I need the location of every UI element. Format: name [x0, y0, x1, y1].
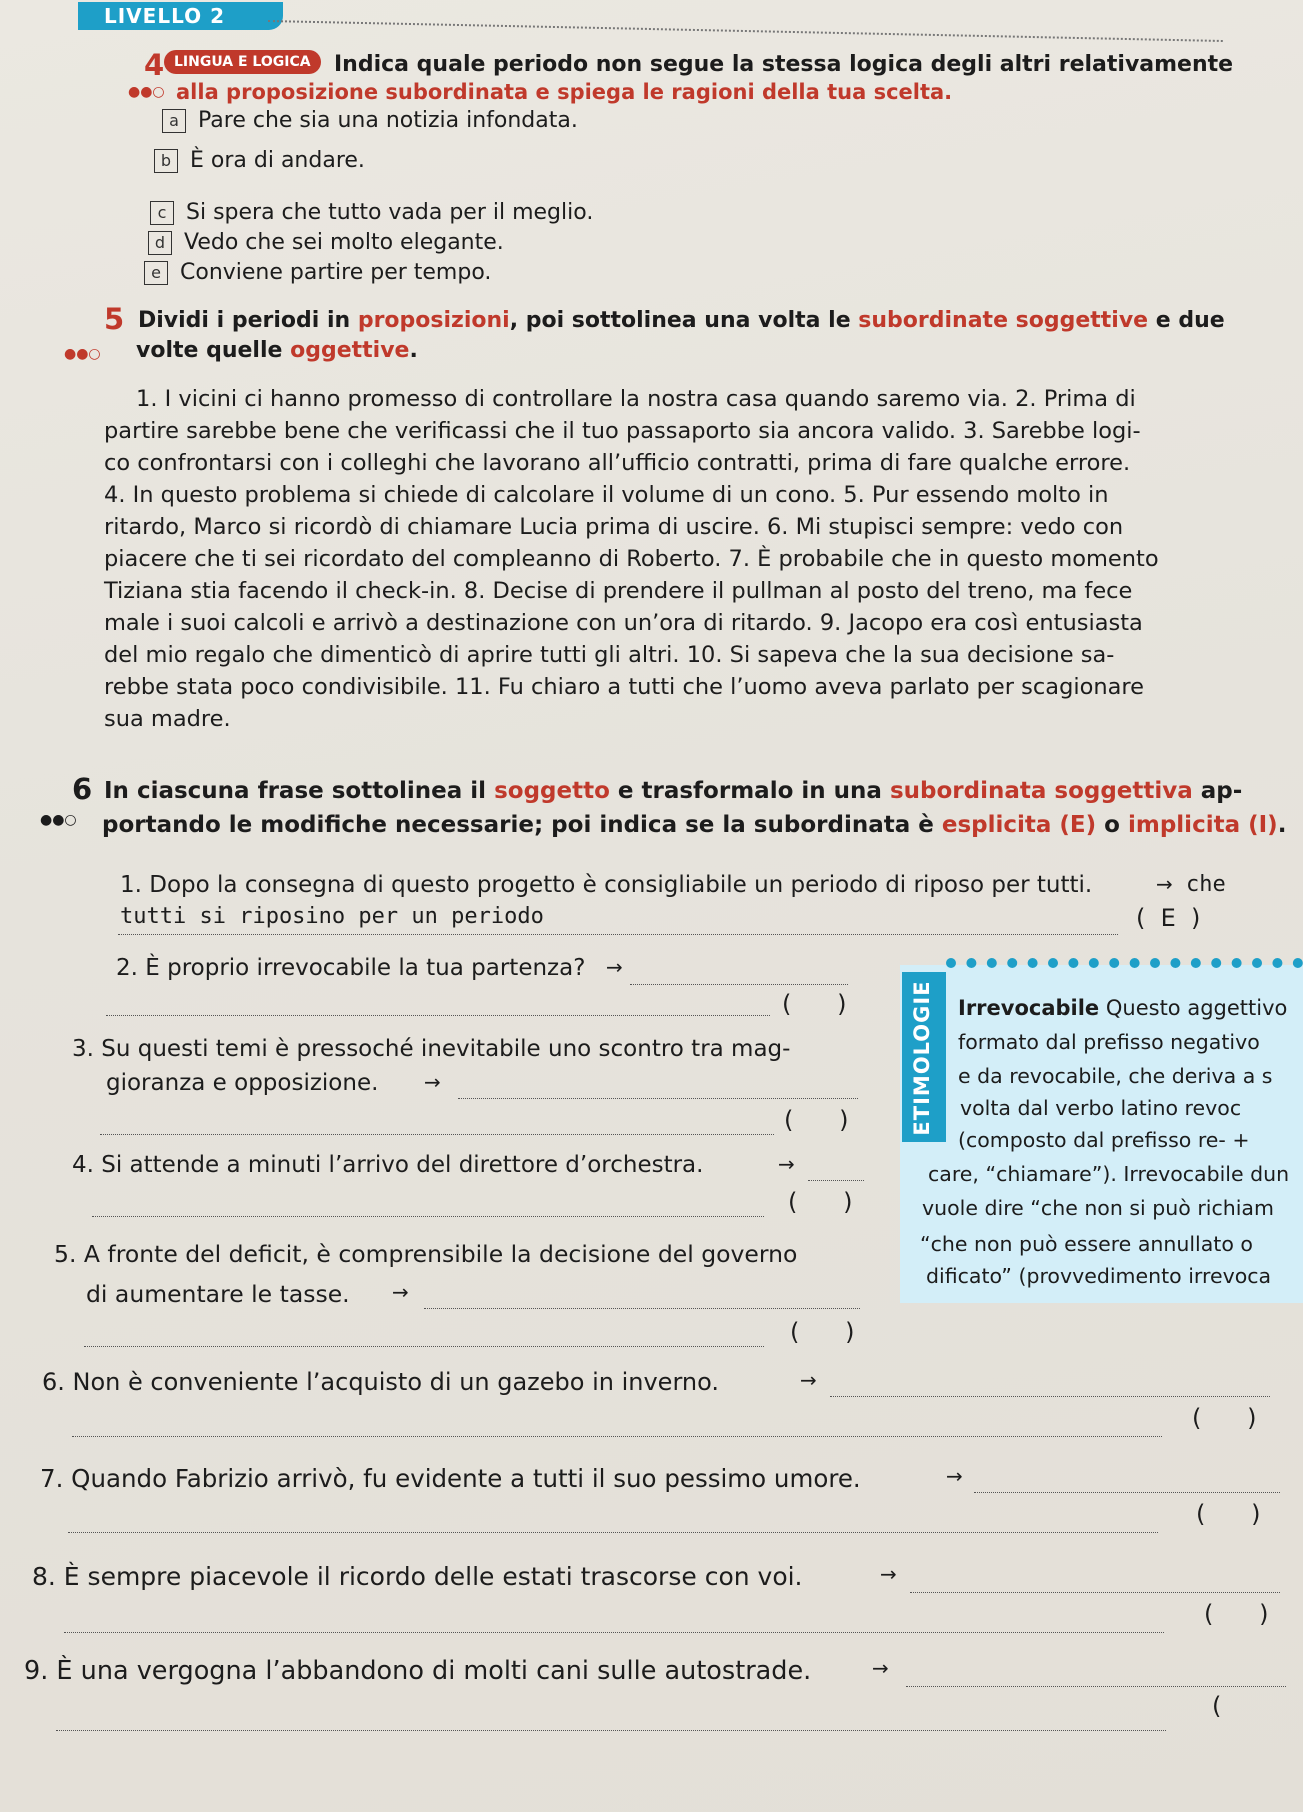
ex5-instruction-line1: [138, 308, 1225, 333]
ex5-instruction-line2: [136, 338, 418, 363]
ex6-item-8-type-bracket[interactable]: ( ): [1204, 1600, 1269, 1628]
ex6-item-3-text: 3. Su questi temi è pressoché inevitabile uno scontro tra mag-: [72, 1036, 791, 1062]
ex6-item-8-answer-line-a[interactable]: [910, 1592, 1280, 1593]
ex4-option-d-letter: d: [148, 231, 172, 255]
ex6-number: 6: [72, 772, 93, 806]
etymology-line-5: (composto dal prefisso re- +: [958, 1128, 1250, 1152]
ex6-item-2-arrow: →: [606, 955, 623, 979]
ex6-item-7-arrow: →: [946, 1464, 963, 1488]
ex6-item-9-text: 9. È una vergogna l’abbandono di molti cani sulle autostrade.: [24, 1656, 812, 1686]
level-divider: [268, 20, 1223, 42]
ex6-item-4-arrow: →: [778, 1152, 795, 1176]
ex6-item-8-text: 8. È sempre piacevole il ricordo delle estati trascorse con voi.: [32, 1562, 803, 1591]
ex6-item-7-answer-line-b[interactable]: [68, 1532, 1158, 1533]
ex6-item-5-type-bracket[interactable]: ( ): [790, 1318, 855, 1346]
ex6-item-1-answer-start: che: [1186, 872, 1226, 897]
ex4-difficulty-dots: ●●○: [128, 84, 165, 100]
ex6-l2e: .: [1277, 812, 1287, 838]
ex6-l2d: implicita (I): [1127, 812, 1278, 838]
ex6-item-7-text: 7. Quando Fabrizio arrivò, fu evidente a tutti il suo pessimo umore.: [40, 1464, 861, 1493]
ex6-item-9-answer-line-a[interactable]: [906, 1686, 1286, 1687]
ex5-instr-e: e due: [1148, 308, 1225, 333]
ex6-item-1-text: 1. Dopo la consegna di questo progetto è consigliabile un periodo di riposo per tutti.: [120, 872, 1093, 898]
ex4-option-b-text: È ora di andare.: [190, 148, 365, 173]
ex6-item-5-text2: di aumentare le tasse.: [86, 1280, 350, 1308]
etymology-line-6: care, “chiamare”). Irrevocabile dun: [928, 1162, 1290, 1186]
etymology-line-9: dificato” (provvedimento irrevoca: [926, 1264, 1272, 1288]
ex4-option-d-text: Vedo che sei molto elegante.: [184, 230, 504, 255]
ex6-item-1-answer-line: [118, 934, 1118, 935]
ex6-item-5-text: 5. A fronte del deficit, è comprensibile la decisione del governo: [54, 1240, 798, 1268]
ex6-l1e: ap-: [1192, 778, 1243, 804]
ex6-item-1-answer-cont: tutti si riposino per un periodo: [120, 904, 544, 929]
ex6-l1a: In ciascuna frase sottolinea il: [104, 778, 495, 804]
ex6-item-3-answer-line-a[interactable]: [458, 1098, 858, 1099]
ex4-number: 4: [144, 48, 165, 82]
ex4-instruction-line1: Indica quale periodo non segue la stessa logica degli altri relativamente: [334, 52, 1234, 77]
ex6-item-6-answer-line-b[interactable]: [72, 1436, 1162, 1437]
ex6-item-3-text2: gioranza e opposizione.: [106, 1070, 379, 1096]
ex6-item-6-text: 6. Non è conveniente l’acquisto di un gazebo in inverno.: [42, 1368, 719, 1396]
ex5-instr-b: proposizioni: [357, 308, 510, 333]
ex4-option-b: [154, 148, 365, 173]
etymology-top-rule: [946, 958, 1303, 978]
ex6-item-6-arrow: →: [800, 1368, 817, 1392]
ex6-item-1-type: E: [1160, 904, 1176, 932]
ex4-option-d: [148, 230, 504, 255]
ex6-l2a: portando le modifiche necessarie; poi indica se la subordinata è: [102, 812, 942, 838]
ex5-line-4: 4. In questo problema si chiede di calcolare il volume di un cono. 5. Pur essendo molto in: [104, 482, 1109, 508]
ex4-tag: LINGUA E LOGICA: [164, 50, 321, 74]
ex4-option-e: [144, 260, 491, 285]
ex6-l1c: e trasformalo in una: [609, 778, 890, 804]
ex6-item-3-type-bracket[interactable]: ( ): [784, 1106, 849, 1134]
ex6-item-3-arrow: →: [424, 1070, 441, 1094]
ex5-line-9: del mio regalo che dimenticò di aprire tutti gli altri. 10. Si sapeva che la sua decisione sa-: [104, 642, 1115, 668]
ex6-item-1-type-bracket: ( E ): [1136, 904, 1201, 932]
ex5-instr-2a: volte quelle: [136, 338, 291, 363]
ex5-line-2: partire sarebbe bene che verificassi che il tuo passaporto sia ancora valido. 3. Sarebbe logi-: [104, 418, 1141, 444]
ex6-item-4-type-bracket[interactable]: ( ): [788, 1188, 853, 1216]
ex4-instruction-line2: [176, 80, 952, 104]
ex5-line-11: sua madre.: [104, 706, 231, 732]
etymology-line-7: vuole dire “che non si può richiam: [922, 1196, 1274, 1220]
ex4-option-e-text: Conviene partire per tempo.: [180, 260, 492, 285]
ex5-instr-2c: .: [409, 338, 418, 363]
etymology-line-3: e da revocabile, che deriva a s: [958, 1064, 1273, 1088]
ex6-item-4-answer-line-a[interactable]: [808, 1180, 864, 1181]
ex5-line-1: 1. I vicini ci hanno promesso di controllare la nostra casa quando saremo via. 2. Prima di: [136, 386, 1136, 412]
ex6-item-6-type-bracket[interactable]: ( ): [1192, 1404, 1257, 1432]
ex6-item-5-answer-line-b[interactable]: [84, 1346, 764, 1347]
ex6-item-4-answer-line-b[interactable]: [92, 1216, 764, 1217]
ex6-item-3-answer-line-b[interactable]: [100, 1134, 774, 1135]
ex6-l2b: esplicita (E): [941, 812, 1097, 838]
ex4-option-e-letter: e: [144, 261, 168, 285]
etymology-label: ETIMOLOGIE: [910, 980, 934, 1136]
ex6-item-1-arrow: →: [1156, 872, 1173, 896]
ex5-instr-2b: oggettive: [290, 338, 410, 363]
level-label: LIVELLO 2: [78, 2, 283, 30]
ex6-item-5-answer-line-a[interactable]: [424, 1308, 860, 1309]
ex6-item-6-answer-line-a[interactable]: [830, 1396, 1270, 1397]
ex6-instruction-line1: [104, 778, 1242, 804]
etymology-line-2: formato dal prefisso negativo: [958, 1030, 1260, 1054]
ex4-option-b-letter: b: [154, 149, 178, 173]
ex4-option-a: [162, 108, 578, 133]
ex6-item-2-answer-line-b[interactable]: [106, 1015, 770, 1016]
ex4-option-a-text: Pare che sia una notizia infondata.: [198, 108, 578, 133]
ex5-line-6: piacere che ti sei ricordato del compleanno di Roberto. 7. È probabile che in questo momento: [104, 546, 1159, 572]
ex6-item-4-text: 4. Si attende a minuti l’arrivo del direttore d’orchestra.: [72, 1152, 704, 1178]
ex6-item-9-arrow: →: [872, 1656, 889, 1680]
ex6-item-9-type-bracket[interactable]: (: [1212, 1692, 1222, 1720]
ex4-instruction-line2-text: alla proposizione subordinata e spiega le ragioni della tua scelta.: [176, 80, 953, 104]
ex6-item-8-arrow: →: [880, 1562, 897, 1586]
ex4-option-a-letter: a: [162, 109, 186, 133]
etymology-line-4: volta dal verbo latino revoc: [960, 1096, 1242, 1120]
etymology-line-8: “che non può essere annullato o: [920, 1232, 1253, 1256]
ex6-l2c: o: [1096, 812, 1128, 838]
etymology-line-1: [958, 996, 1287, 1020]
ex4-option-c-letter: c: [150, 201, 174, 225]
ex6-instruction-line2: [102, 812, 1286, 838]
ex5-line-5: ritardo, Marco si ricordò di chiamare Lucia prima di uscire. 6. Mi stupisci sempre: vedo con: [104, 514, 1124, 540]
ex4-option-c: [150, 200, 593, 225]
ex6-difficulty-dots: ●●○: [40, 812, 77, 828]
ex5-line-10: rebbe stata poco condivisibile. 11. Fu chiaro a tutti che l’uomo aveva parlato per scagionare: [104, 674, 1145, 700]
ex6-item-2-answer-line-a[interactable]: [630, 984, 848, 985]
ex6-l1b: soggetto: [494, 778, 610, 804]
ex6-item-9-answer-line-b[interactable]: [56, 1730, 1166, 1731]
ex5-instr-c: , poi sottolinea una volta le: [509, 308, 859, 333]
ex5-difficulty-dots: ●●○: [64, 346, 101, 362]
etymology-line-1-text: Questo aggettivo: [1105, 996, 1288, 1020]
ex6-item-7-answer-line-a[interactable]: [974, 1492, 1280, 1493]
ex5-instr-a: Dividi i periodi in: [138, 308, 358, 333]
ex6-item-2-type-bracket[interactable]: ( ): [782, 990, 847, 1018]
etymology-word: Irrevocabile: [958, 996, 1100, 1020]
ex5-line-3: co confrontarsi con i colleghi che lavorano all’ufficio contratti, prima di fare qualche errore.: [104, 450, 1131, 476]
ex6-item-5-arrow: →: [392, 1280, 409, 1304]
ex5-line-7: Tiziana stia facendo il check-in. 8. Decise di prendere il pullman al posto del treno, ma fece: [104, 578, 1133, 604]
ex5-line-8: male i suoi calcoli e arrivò a destinazione con un’ora di ritardo. 9. Jacopo era così entusiasta: [104, 610, 1143, 636]
ex5-instr-d: subordinate soggettive: [858, 308, 1149, 333]
ex6-item-8-answer-line-b[interactable]: [64, 1632, 1164, 1633]
ex6-item-7-type-bracket[interactable]: ( ): [1196, 1500, 1261, 1528]
ex4-option-c-text: Si spera che tutto vada per il meglio.: [186, 200, 594, 225]
ex6-item-2-text: 2. È proprio irrevocabile la tua partenza?: [116, 955, 586, 981]
ex6-l1d: subordinata soggettiva: [889, 778, 1193, 804]
ex5-number: 5: [104, 302, 125, 336]
